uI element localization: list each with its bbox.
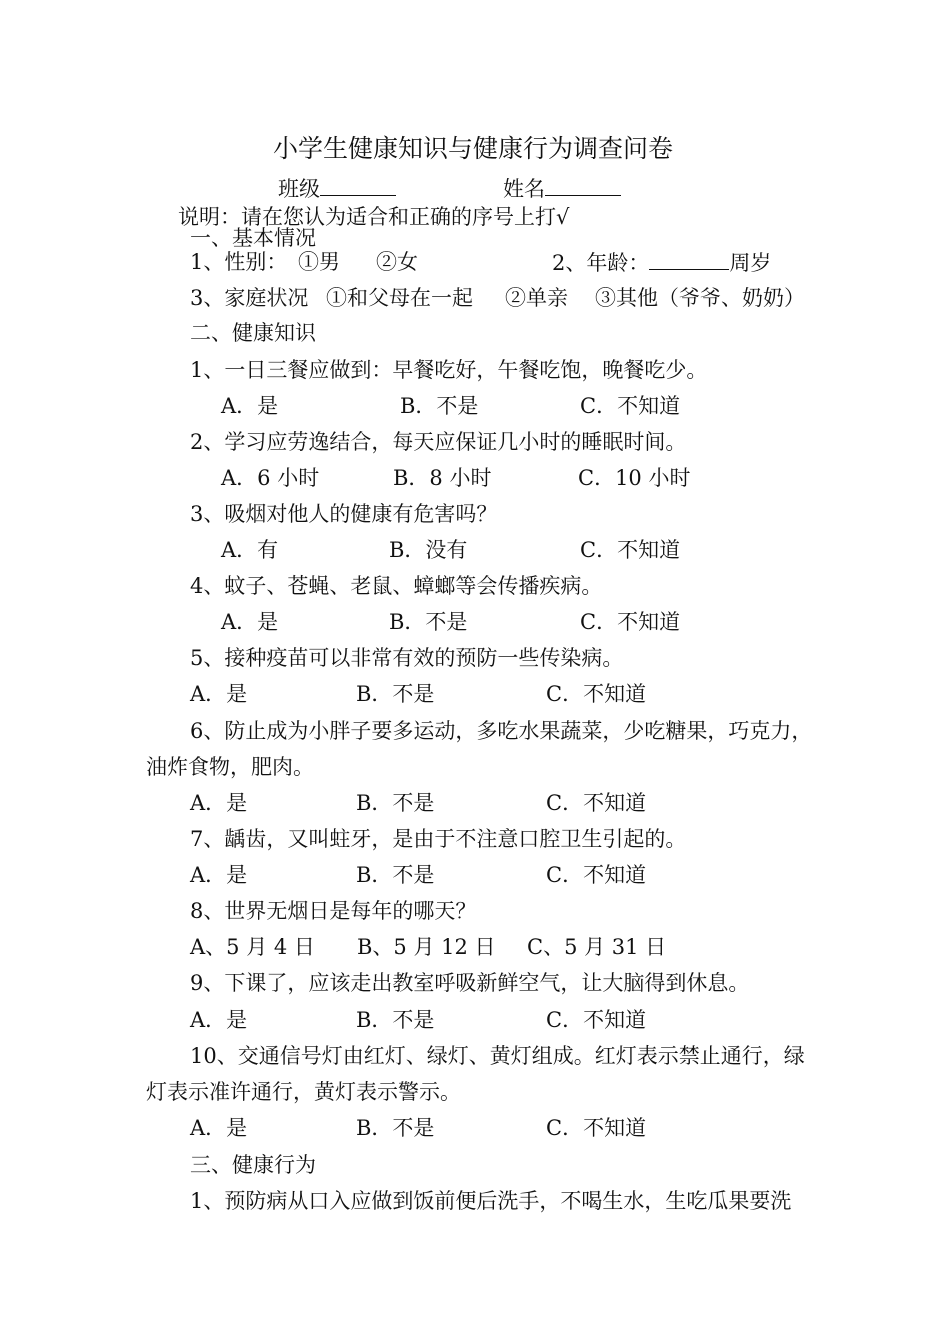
q1-option-b[interactable]: B．不是 <box>400 394 479 418</box>
q2-option-a[interactable]: A．6 小时 <box>221 466 320 490</box>
page-title: 小学生健康知识与健康行为调查问卷 <box>273 134 674 163</box>
gender-option-female[interactable]: ②女 <box>376 250 418 274</box>
family-option-parents[interactable]: ①和父母在一起 <box>326 286 473 310</box>
class-label: 班级 <box>278 177 320 201</box>
q2-option-b[interactable]: B．8 小时 <box>393 466 492 490</box>
q6-option-a[interactable]: A．是 <box>190 791 248 815</box>
q10-option-b[interactable]: B．不是 <box>356 1116 435 1140</box>
question-6-continued: 油炸食物，肥肉。 <box>146 755 314 779</box>
age-blank[interactable] <box>649 247 729 270</box>
name-field <box>503 173 621 204</box>
family-label: 3、家庭状况 <box>190 286 309 310</box>
q8-option-b[interactable]: B、5 月 12 日 <box>357 935 496 959</box>
section-heading-knowledge: 二、健康知识 <box>190 321 316 345</box>
name-label: 姓名 <box>503 177 545 201</box>
age-field <box>552 247 771 278</box>
question-10-continued: 灯表示准许通行，黄灯表示警示。 <box>146 1080 461 1104</box>
q8-option-a[interactable]: A、5 月 4 日 <box>190 935 315 959</box>
class-field <box>278 173 396 204</box>
q5-option-b[interactable]: B．不是 <box>356 682 435 706</box>
question-2: 2、学习应劳逸结合，每天应保证几小时的睡眠时间。 <box>190 430 687 454</box>
q3-option-b[interactable]: B．没有 <box>389 538 468 562</box>
name-blank[interactable] <box>545 173 621 196</box>
q5-option-a[interactable]: A．是 <box>190 682 248 706</box>
q4-option-b[interactable]: B．不是 <box>389 610 468 634</box>
q9-option-a[interactable]: A．是 <box>190 1008 248 1032</box>
q1-option-a[interactable]: A．是 <box>221 394 279 418</box>
q2-option-c[interactable]: C．10 小时 <box>578 466 691 490</box>
q7-option-c[interactable]: C．不知道 <box>546 863 647 887</box>
question-9: 9、下课了，应该走出教室呼吸新鲜空气，让大脑得到休息。 <box>190 971 750 995</box>
q4-option-c[interactable]: C．不知道 <box>580 610 681 634</box>
q3-option-a[interactable]: A．有 <box>221 538 279 562</box>
question-4: 4、蚊子、苍蝇、老鼠、蟑螂等会传播疾病。 <box>190 574 603 598</box>
family-option-single[interactable]: ②单亲 <box>505 286 568 310</box>
q3-option-c[interactable]: C．不知道 <box>580 538 681 562</box>
q5-option-c[interactable]: C．不知道 <box>546 682 647 706</box>
section-heading-basic: 一、基本情况 <box>190 226 316 250</box>
q7-option-b[interactable]: B．不是 <box>356 863 435 887</box>
q4-option-a[interactable]: A．是 <box>221 610 279 634</box>
instruction-text: 说明：请在您认为适合和正确的序号上打√ <box>178 205 570 229</box>
q8-option-c[interactable]: C、5 月 31 日 <box>527 935 667 959</box>
question-3: 3、吸烟对他人的健康有危害吗？ <box>190 502 498 526</box>
q6-option-b[interactable]: B．不是 <box>356 791 435 815</box>
question-5: 5、接种疫苗可以非常有效的预防一些传染病。 <box>190 646 624 670</box>
q9-option-c[interactable]: C．不知道 <box>546 1008 647 1032</box>
question-10: 10、交通信号灯由红灯、绿灯、黄灯组成。红灯表示禁止通行，绿 <box>190 1044 805 1068</box>
question-1: 1、一日三餐应做到：早餐吃好，午餐吃饱，晚餐吃少。 <box>190 358 708 382</box>
age-label: 2、年龄： <box>552 251 650 275</box>
age-unit: 周岁 <box>729 251 772 275</box>
gender-label: 1、性别： <box>190 250 288 274</box>
question-7: 7、龋齿，又叫蛀牙，是由于不注意口腔卫生引起的。 <box>190 827 687 851</box>
q7-option-a[interactable]: A．是 <box>190 863 248 887</box>
q1-option-c[interactable]: C．不知道 <box>580 394 681 418</box>
gender-option-male[interactable]: ①男 <box>298 250 340 274</box>
question-8: 8、世界无烟日是每年的哪天？ <box>190 899 477 923</box>
behavior-question-1: 1、预防病从口入应做到饭前便后洗手，不喝生水，生吃瓜果要洗 <box>190 1189 792 1213</box>
class-blank[interactable] <box>320 173 396 196</box>
question-6: 6、防止成为小胖子要多运动，多吃水果蔬菜，少吃糖果，巧克力， <box>190 719 813 743</box>
q6-option-c[interactable]: C．不知道 <box>546 791 647 815</box>
family-option-other[interactable]: ③其他（爷爷、奶奶） <box>595 286 805 310</box>
q10-option-a[interactable]: A．是 <box>190 1116 248 1140</box>
q10-option-c[interactable]: C．不知道 <box>546 1116 647 1140</box>
section-heading-behavior: 三、健康行为 <box>190 1153 316 1177</box>
q9-option-b[interactable]: B．不是 <box>356 1008 435 1032</box>
